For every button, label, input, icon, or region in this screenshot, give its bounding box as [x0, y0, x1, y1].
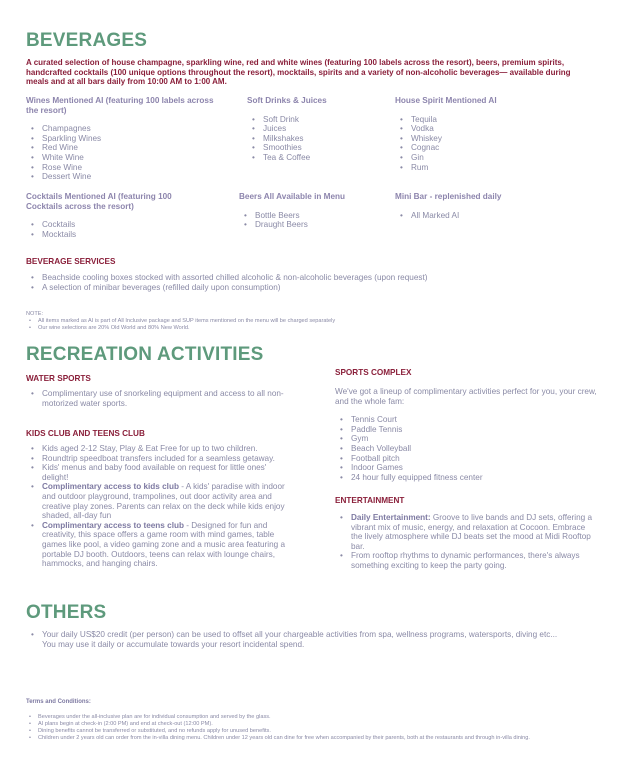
entertainment: [335, 496, 597, 571]
sports-complex: [335, 368, 597, 482]
beverages-heading: BEVERAGES: [26, 30, 148, 51]
beers-list: [239, 211, 389, 230]
kids-club-heading: KIDS CLUB AND TEENS CLUB: [26, 429, 145, 438]
list-item: • A selection of minibar beverages (refilled daily upon consumption): [26, 283, 586, 293]
list-item: • Indoor Games: [335, 463, 597, 473]
terms-heading: Terms and Conditions:: [26, 699, 91, 705]
soft-drinks-column: [247, 96, 387, 163]
water-sports: [26, 374, 291, 408]
sports-complex-intro: We've got a lineup of complimentary activities perfect for you, your crew, and the whole fam:: [335, 387, 597, 406]
list-item: • Rose Wine: [26, 163, 216, 173]
list-item: • 24 hour fully equipped fitness center: [335, 473, 597, 483]
list-item: • Rum: [395, 163, 575, 173]
list-item: • Tennis Court: [335, 415, 597, 425]
beverages-intro: A curated selection of house champagne, sparkling wine, red and white wines (featuring 100 labels across the resort), beers, premium spirits, handcrafted cocktails (100 unique options throughout the resort), mocktails, spirits and a variety of non-alcoholic beverages— available during meals and at all bars daily from 10:00 AM to 1:00 AM.: [26, 58, 571, 87]
cocktails-heading: Cocktails Mentioned AI (featuring 100 Cocktails across the resort): [26, 192, 172, 211]
list-item: • Beachside cooling boxes stocked with assorted chilled alcoholic & non-alcoholic beverages (upon request): [26, 273, 586, 283]
kids-club-list: [26, 444, 291, 569]
list-item: • Bottle Beers: [239, 211, 389, 221]
others-section: [26, 630, 601, 649]
list-item: • Paddle Tennis: [335, 425, 597, 435]
list-item: • Complimentary use of snorkeling equipment and access to all non-motorized water sports.: [26, 389, 291, 408]
list-item: • Milkshakes: [247, 134, 387, 144]
water-sports-heading: WATER SPORTS: [26, 374, 91, 383]
entertainment-heading: ENTERTAINMENT: [335, 496, 405, 505]
others-heading: OTHERS: [26, 602, 107, 623]
list-item: • Kids' menus and baby food available on request for little ones' delight!: [26, 463, 291, 482]
list-item: • From rooftop rhythms to dynamic performances, there's always something exciting to keep the party going.: [335, 551, 597, 570]
terms-section: [26, 699, 601, 742]
list-item: • AI plans begin at check-in (2:00 PM) and end at check-out (12:00 PM).: [26, 721, 601, 728]
list-item: • White Wine: [26, 153, 216, 163]
beers-heading: Beers All Available in Menu: [239, 192, 346, 201]
others-list: [26, 630, 601, 649]
entertainment-list: [335, 513, 597, 571]
water-sports-list: [26, 389, 291, 408]
cocktails-list: [26, 220, 201, 239]
list-item: • Draught Beers: [239, 220, 389, 230]
wines-list: [26, 124, 216, 182]
beverage-services-heading: BEVERAGE SERVICES: [26, 257, 116, 266]
list-item: • Mocktails: [26, 230, 201, 240]
list-item: • Soft Drink: [247, 115, 387, 125]
minibar-heading: Mini Bar - replenished daily: [395, 192, 502, 201]
sports-complex-list: [335, 415, 597, 482]
beers-column: [239, 192, 389, 230]
kids-teens-club: [26, 429, 291, 569]
list-item: • Tea & Coffee: [247, 153, 387, 163]
cocktails-column: [26, 192, 201, 239]
list-item: • Kids aged 2-12 Stay, Play & Eat Free for up to two children.: [26, 444, 291, 454]
list-item: • Beach Volleyball: [335, 444, 597, 454]
spirits-column: [395, 96, 575, 172]
list-item: • Our wine selections are 20% Old World and 80% New World.: [26, 325, 586, 332]
list-item: • All Marked AI: [395, 211, 575, 221]
list-item: • Cocktails: [26, 220, 201, 230]
list-item: • Vodka: [395, 124, 575, 134]
daily-entertainment-description: Groove to live bands and DJ sets, offering a vibrant mix of music, energy, and relaxation at Cocoon. Embrace the lively atmosphere while DJ beats set the mood at Midi Rooftop bar.: [351, 513, 593, 551]
spirits-list: [395, 115, 575, 173]
daily-credit-text: Your daily US$20 credit (per person) can be used to offset all your chargeable activities from spa, wellness programs, watersports, diving etc...: [42, 630, 558, 639]
list-item: [26, 521, 291, 569]
list-item: • Dessert Wine: [26, 172, 216, 182]
soft-drinks-heading: Soft Drinks & Juices: [247, 96, 327, 105]
daily-credit-usage: You may use it daily or accumulate towards your resort incidental spend.: [42, 639, 305, 649]
wines-column: [26, 96, 216, 182]
note-label: NOTE:: [26, 311, 44, 317]
terms-list: [26, 714, 601, 742]
list-item: • Whiskey: [395, 134, 575, 144]
list-item: • Juices: [247, 124, 387, 134]
minibar-list: [395, 211, 575, 221]
list-item: • Cognac: [395, 143, 575, 153]
list-item: • Football pitch: [335, 454, 597, 464]
list-item: • Red Wine: [26, 143, 216, 153]
beverage-services-list: [26, 273, 586, 292]
list-item: • Smoothies: [247, 143, 387, 153]
wines-heading: Wines Mentioned AI (featuring 100 labels across the resort): [26, 96, 214, 115]
list-item: • Tequila: [395, 115, 575, 125]
list-item: • Gin: [395, 153, 575, 163]
beverage-note: [26, 311, 586, 332]
note-list: [26, 318, 586, 332]
list-item: [26, 482, 291, 520]
list-item: • All items marked as AI is part of All Inclusive package and SUP items mentioned on the menu will be charged separately: [26, 318, 586, 325]
list-item: • Children under 2 years old can order from the in-villa dining menu. Children under 12 years old can dine for free when accompanied by their parents, both at the restaurants and through in-villa dining.: [26, 735, 601, 742]
list-item: • Sparkling Wines: [26, 134, 216, 144]
list-item: • Champagnes: [26, 124, 216, 134]
spirits-heading: House Spirit Mentioned AI: [395, 96, 497, 105]
list-item: • Dining benefits cannot be transferred or substituted, and no refunds apply for unused benefits.: [26, 728, 601, 735]
list-item: [335, 513, 597, 551]
list-item: • Beverages under the all-inclusive plan are for individual consumption and served by the glass.: [26, 714, 601, 721]
teens-club-description: - Designed for fun and creativity, this space offers a game room with mind games, table games like pool, a video gaming zone and a music area featuring a portable DJ booth. Outdoors, teens can relax with lounge chairs, hammocks, and hanging chairs.: [42, 520, 286, 569]
teens-club-label: Complimentary access to teens club: [42, 520, 184, 530]
sports-complex-heading: SPORTS COMPLEX: [335, 368, 412, 377]
list-item: • Roundtrip speedboat transfers included for a seamless getaway.: [26, 454, 291, 464]
kids-club-description: - A kids' paradise with indoor and outdoor playground, trampolines, out door activity area and creative play zones. Parents can relax on the deck while kids enjoy shaded, all-day fun: [42, 482, 285, 521]
minibar-column: [395, 192, 575, 220]
recreation-heading: RECREATION ACTIVITIES: [26, 344, 264, 365]
list-item: • Gym: [335, 434, 597, 444]
soft-drinks-list: [247, 115, 387, 163]
beverage-services: [26, 257, 586, 292]
daily-entertainment-label: Daily Entertainment:: [351, 513, 431, 522]
list-item: [26, 630, 601, 649]
kids-club-label: Complimentary access to kids club: [42, 482, 179, 492]
